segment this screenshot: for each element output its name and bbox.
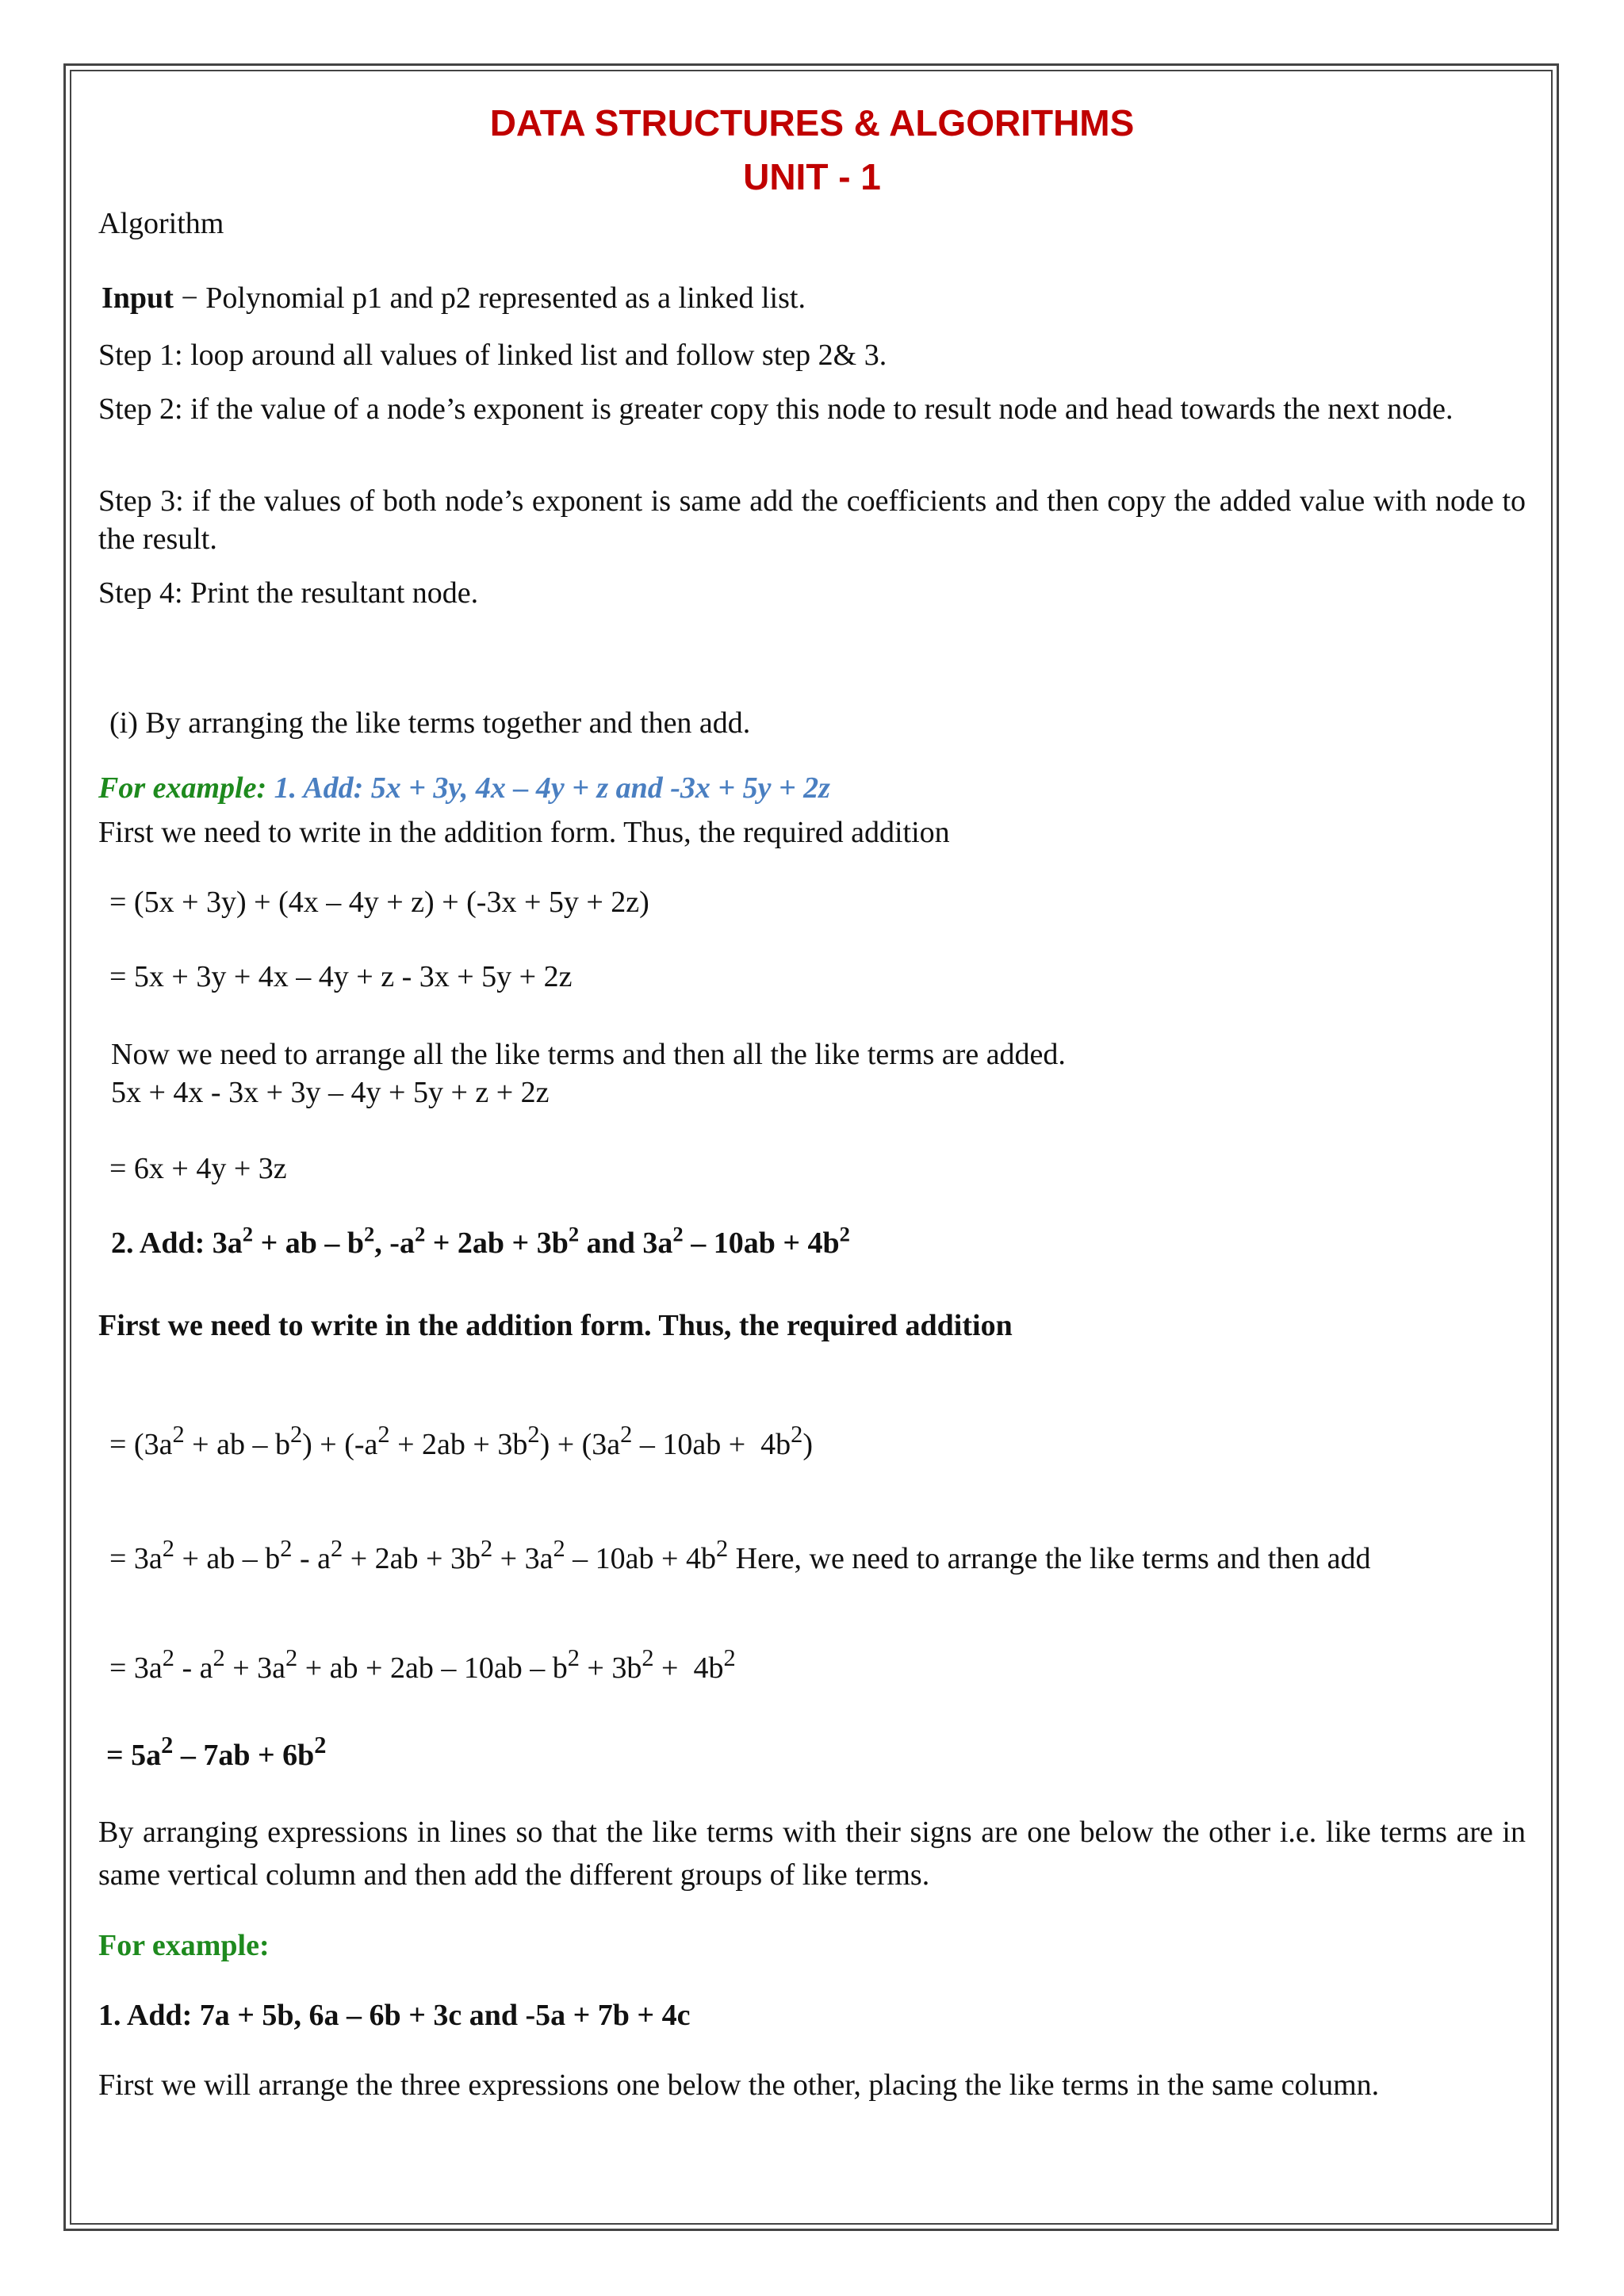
example-1-title: 1. Add: 5x + 3y, 4x – 4y + z and -3x + 5y + 2z xyxy=(266,771,830,805)
example-2-intro: First we need to write in the addition form. Thus, the required addition xyxy=(98,1309,1013,1342)
arrange-text: Now we need to arrange all the like terms and then all the like terms are added. xyxy=(111,1038,1066,1071)
method-1-heading: (i) By arranging the like terms together and then add. xyxy=(109,706,751,740)
example-1-heading xyxy=(98,769,830,807)
for-example-label: For example: xyxy=(98,771,267,805)
example-2-title: 2. Add: $3a^2$ + ab – $b^2$, $-a^2 + 2ab + 3b^2$ and $3a^2 - 10ab + 4b^2$ xyxy=(111,1222,850,1260)
input-line xyxy=(102,279,806,317)
method-2-for-example: For example: xyxy=(98,1929,270,1962)
example-2-line-3: = $3a^2 - a^2 + 3a^2$ + ab + $2ab - 10ab - b^2 + 3b^2 + 4b^2$ xyxy=(109,1644,736,1685)
page-title: DATA STRUCTURES & ALGORITHMS xyxy=(489,102,1135,144)
step-3: Step 3: if the values of both node’s exponent is same add the coefficients and then copy the added value with node to the result. xyxy=(98,484,1526,556)
example-2-result: = $5a^2 - 7ab + 6b^2$ xyxy=(106,1731,327,1772)
example-1-intro: First we need to write in the addition form. Thus, the required addition xyxy=(98,816,950,849)
example-1-line-2: = 5x + 3y + 4x – 4y + z - 3x + 5y + 2z xyxy=(109,960,573,993)
example-1-line-1: = (5x + 3y) + (4x – 4y + z) + (-3x + 5y + 2z) xyxy=(109,886,649,919)
step-2: Step 2: if the value of a node’s exponent is greater copy this node to result node and head towards the next node. xyxy=(98,392,1454,426)
input-label: Input xyxy=(102,281,174,315)
method-2-instruction: First we will arrange the three expressions one below the other, placing the like terms in the same column. xyxy=(98,2068,1380,2102)
method-2-description: By arranging expressions in lines so that the like terms with their signs are one below the other i.e. like terms are in same vertical column and then add the different groups of like terms. xyxy=(98,1816,1526,1892)
example-1-line-3: 5x + 4x - 3x + 3y – 4y + 5y + z + 2z xyxy=(111,1076,550,1109)
step-4: Step 4: Print the resultant node. xyxy=(98,576,479,610)
method-2-example-1-title: 1. Add: 7a + 5b, 6a – 6b + 3c and -5a + 7b + 4c xyxy=(98,1999,691,2032)
example-1-line-4: = 6x + 4y + 3z xyxy=(109,1152,287,1185)
example-2-line-1: = ($3a^2$ + ab – $b^2) + (-a^2 + 2ab + 3b^2) + (3a^2 - 10ab + 4b^2)$ xyxy=(109,1420,814,1461)
page-subtitle: UNIT - 1 xyxy=(743,156,881,197)
input-text: − Polynomial p1 and p2 represented as a linked list. xyxy=(173,281,806,315)
step-1: Step 1: loop around all values of linked list and follow step 2& 3. xyxy=(98,339,887,372)
example-2-line-2: = $3a^2$ + ab – $b^2 - a^2 + 2ab + 3b^2 + 3a^2 - 10ab + 4b^2$ Here, we need to arrange the like terms and then add xyxy=(109,1534,1371,1575)
algorithm-heading: Algorithm xyxy=(98,207,224,240)
